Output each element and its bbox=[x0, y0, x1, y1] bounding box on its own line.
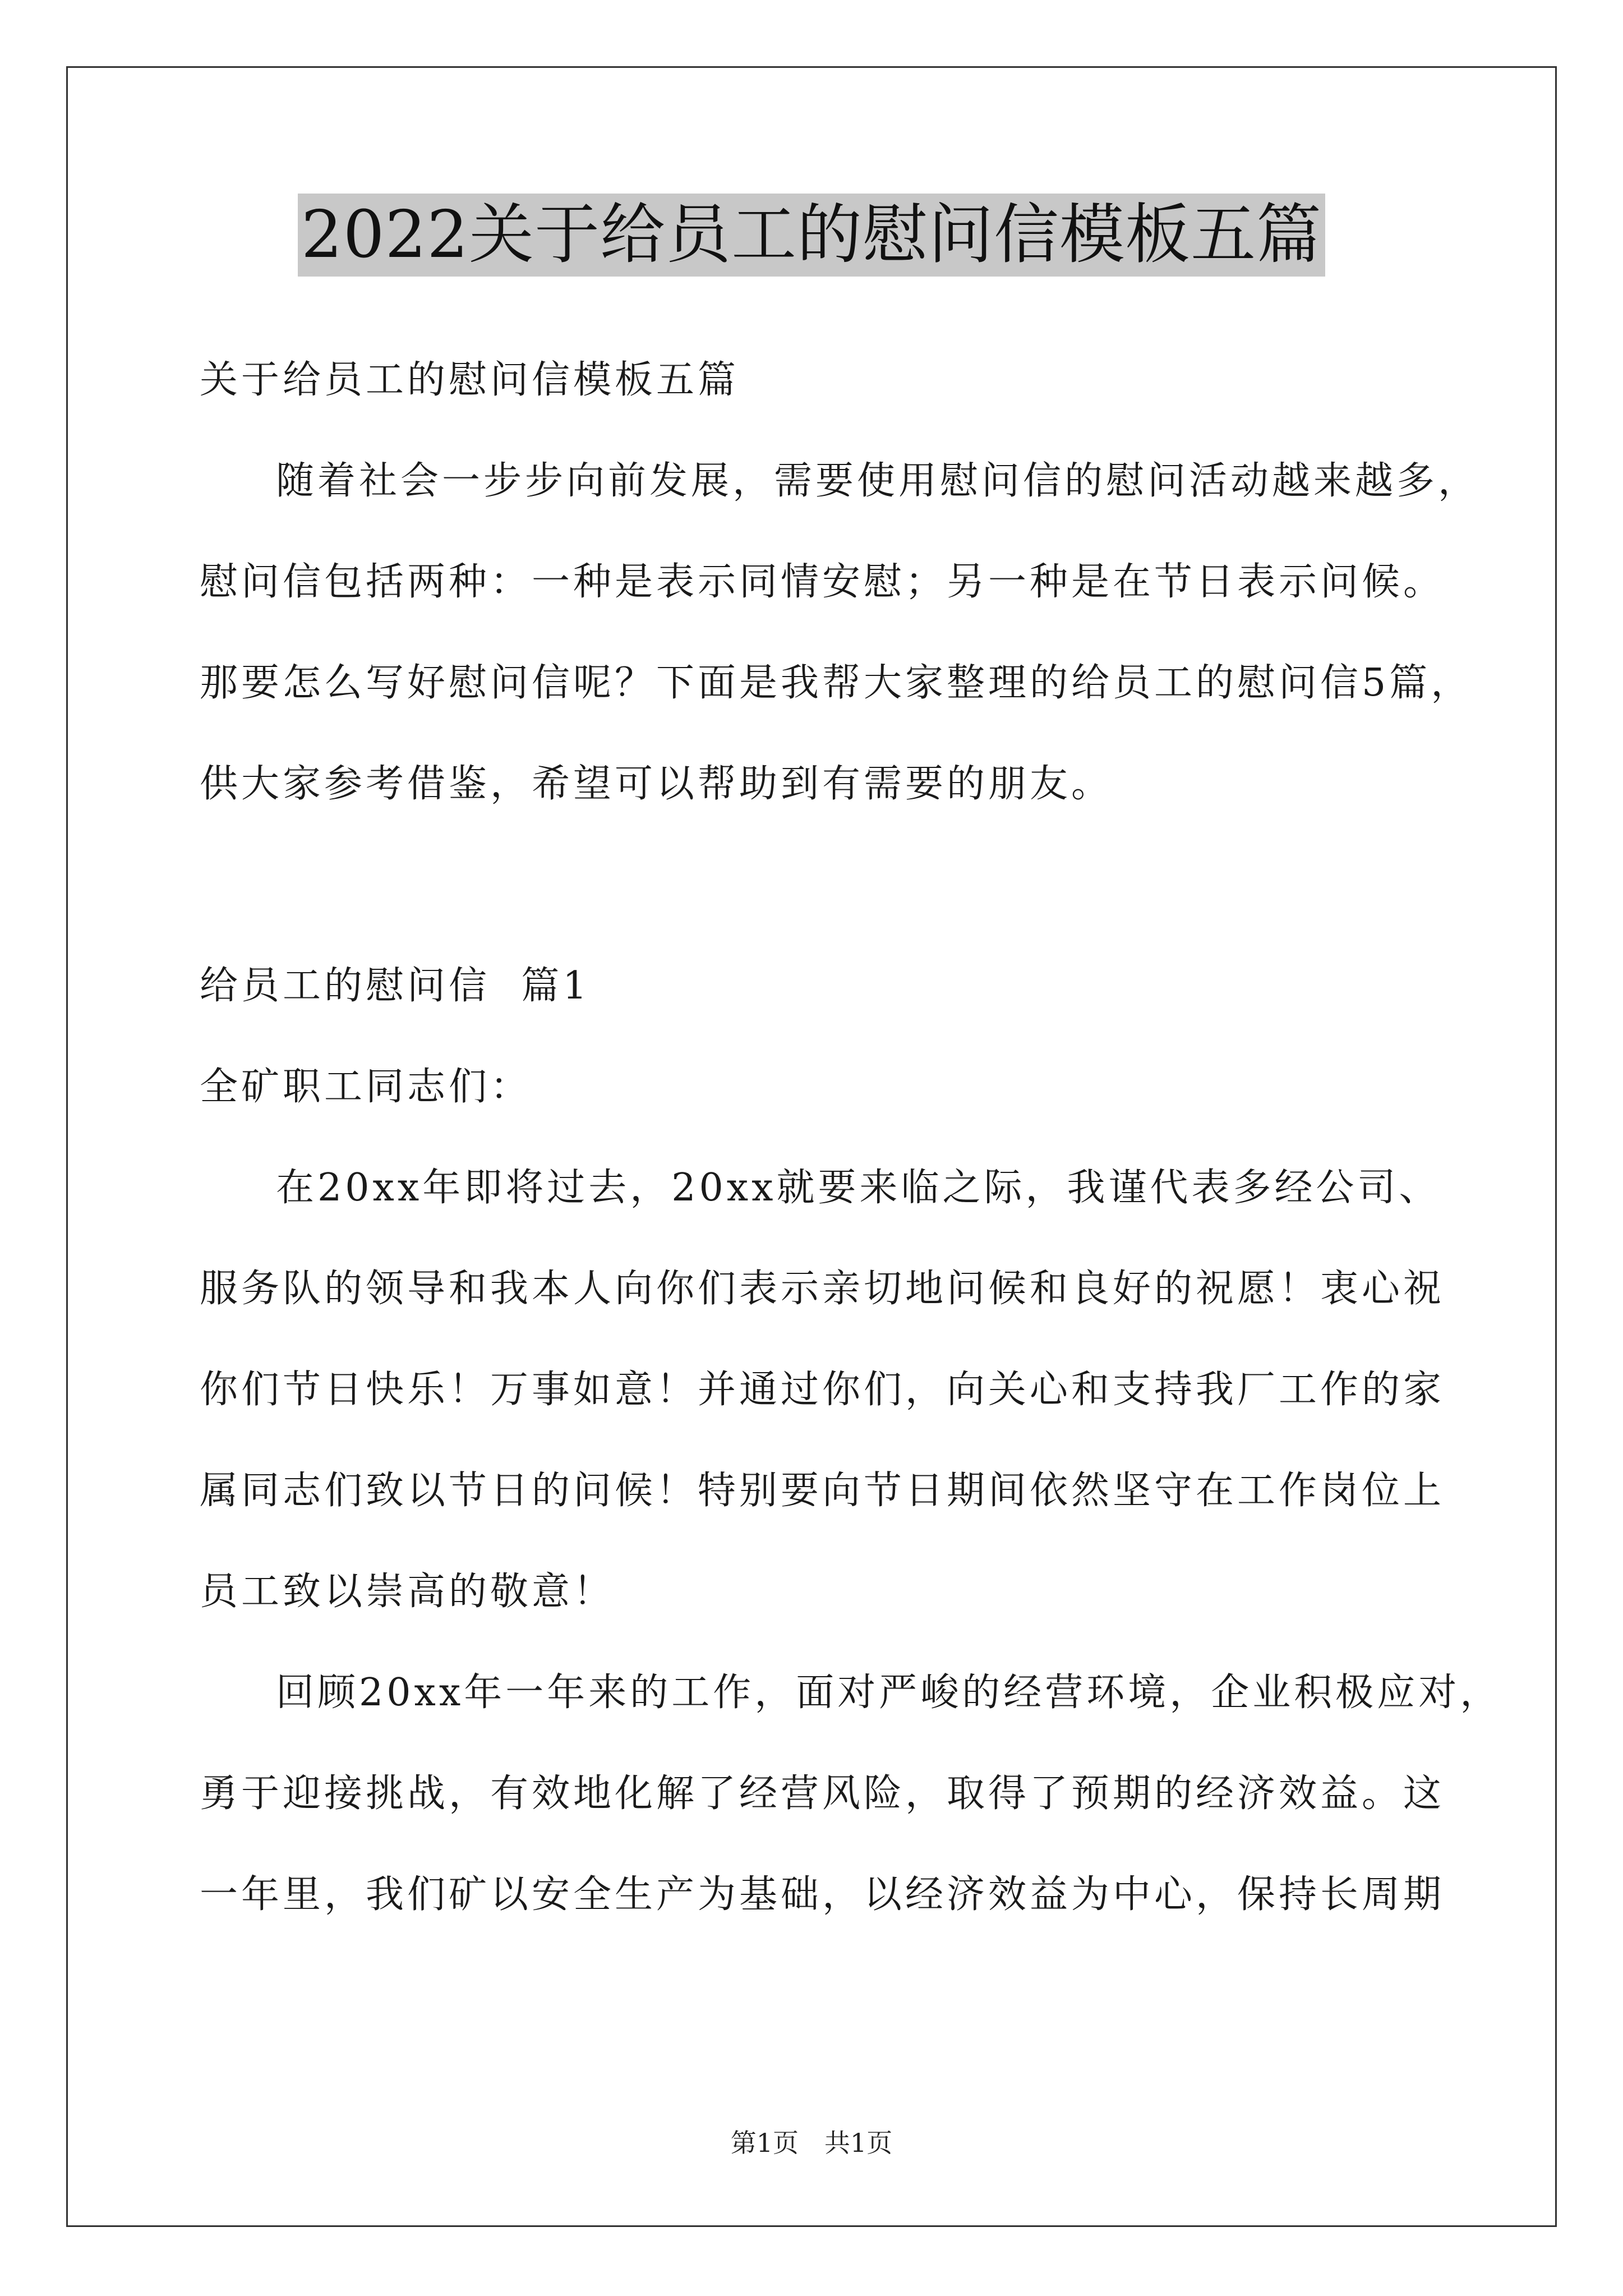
intro-line: 慰问信包括两种：一种是表示同情安慰；另一种是在节日表示问候。 bbox=[200, 560, 1445, 604]
paragraph-line: 回顾20xx年一年来的工作，面对严峻的经营环境，企业积极应对， bbox=[276, 1671, 1502, 1715]
page-number-current: 第1页 bbox=[730, 2128, 799, 2158]
blank-line bbox=[200, 835, 1461, 936]
paragraph-line: 勇于迎接挑战，有效地化解了经营风险，取得了预期的经济效益。这 bbox=[200, 1772, 1445, 1816]
paragraph-line: 服务队的领导和我本人向你们表示亲切地问候和良好的祝愿！衷心祝 bbox=[200, 1267, 1445, 1311]
section-heading: 给员工的慰问信 篇1 bbox=[200, 964, 591, 1008]
intro-line: 供大家参考借鉴，希望可以帮助到有需要的朋友。 bbox=[200, 762, 1113, 806]
paragraph-line: 你们节日快乐！万事如意！并通过你们，向关心和支持我厂工作的家 bbox=[200, 1368, 1445, 1412]
intro-line: 随着社会一步步向前发展，需要使用慰问信的慰问活动越来越多， bbox=[276, 459, 1480, 503]
title-container bbox=[0, 194, 1623, 277]
paragraph-line: 属同志们致以节日的问候！特别要向节日期间依然坚守在工作岗位上 bbox=[200, 1469, 1445, 1513]
paragraph-line: 在20xx年即将过去，20xx就要来临之际，我谨代表多经公司、 bbox=[276, 1166, 1441, 1210]
paragraph-line: 一年里，我们矿以安全生产为基础，以经济效益为中心，保持长周期 bbox=[200, 1872, 1445, 1917]
paragraph-line: 员工致以崇高的敬意！ bbox=[200, 1570, 615, 1614]
intro-line: 那要怎么写好慰问信呢？下面是我帮大家整理的给员工的慰问信5篇， bbox=[200, 661, 1473, 705]
document-title: 2022关于给员工的慰问信模板五篇 bbox=[298, 194, 1325, 277]
document-body bbox=[200, 330, 1502, 1945]
page-number-total: 共1页 bbox=[824, 2128, 893, 2158]
salutation: 全矿职工同志们： bbox=[200, 1065, 532, 1109]
page-footer bbox=[0, 2126, 1623, 2160]
document-subtitle: 关于给员工的慰问信模板五篇 bbox=[200, 358, 740, 402]
